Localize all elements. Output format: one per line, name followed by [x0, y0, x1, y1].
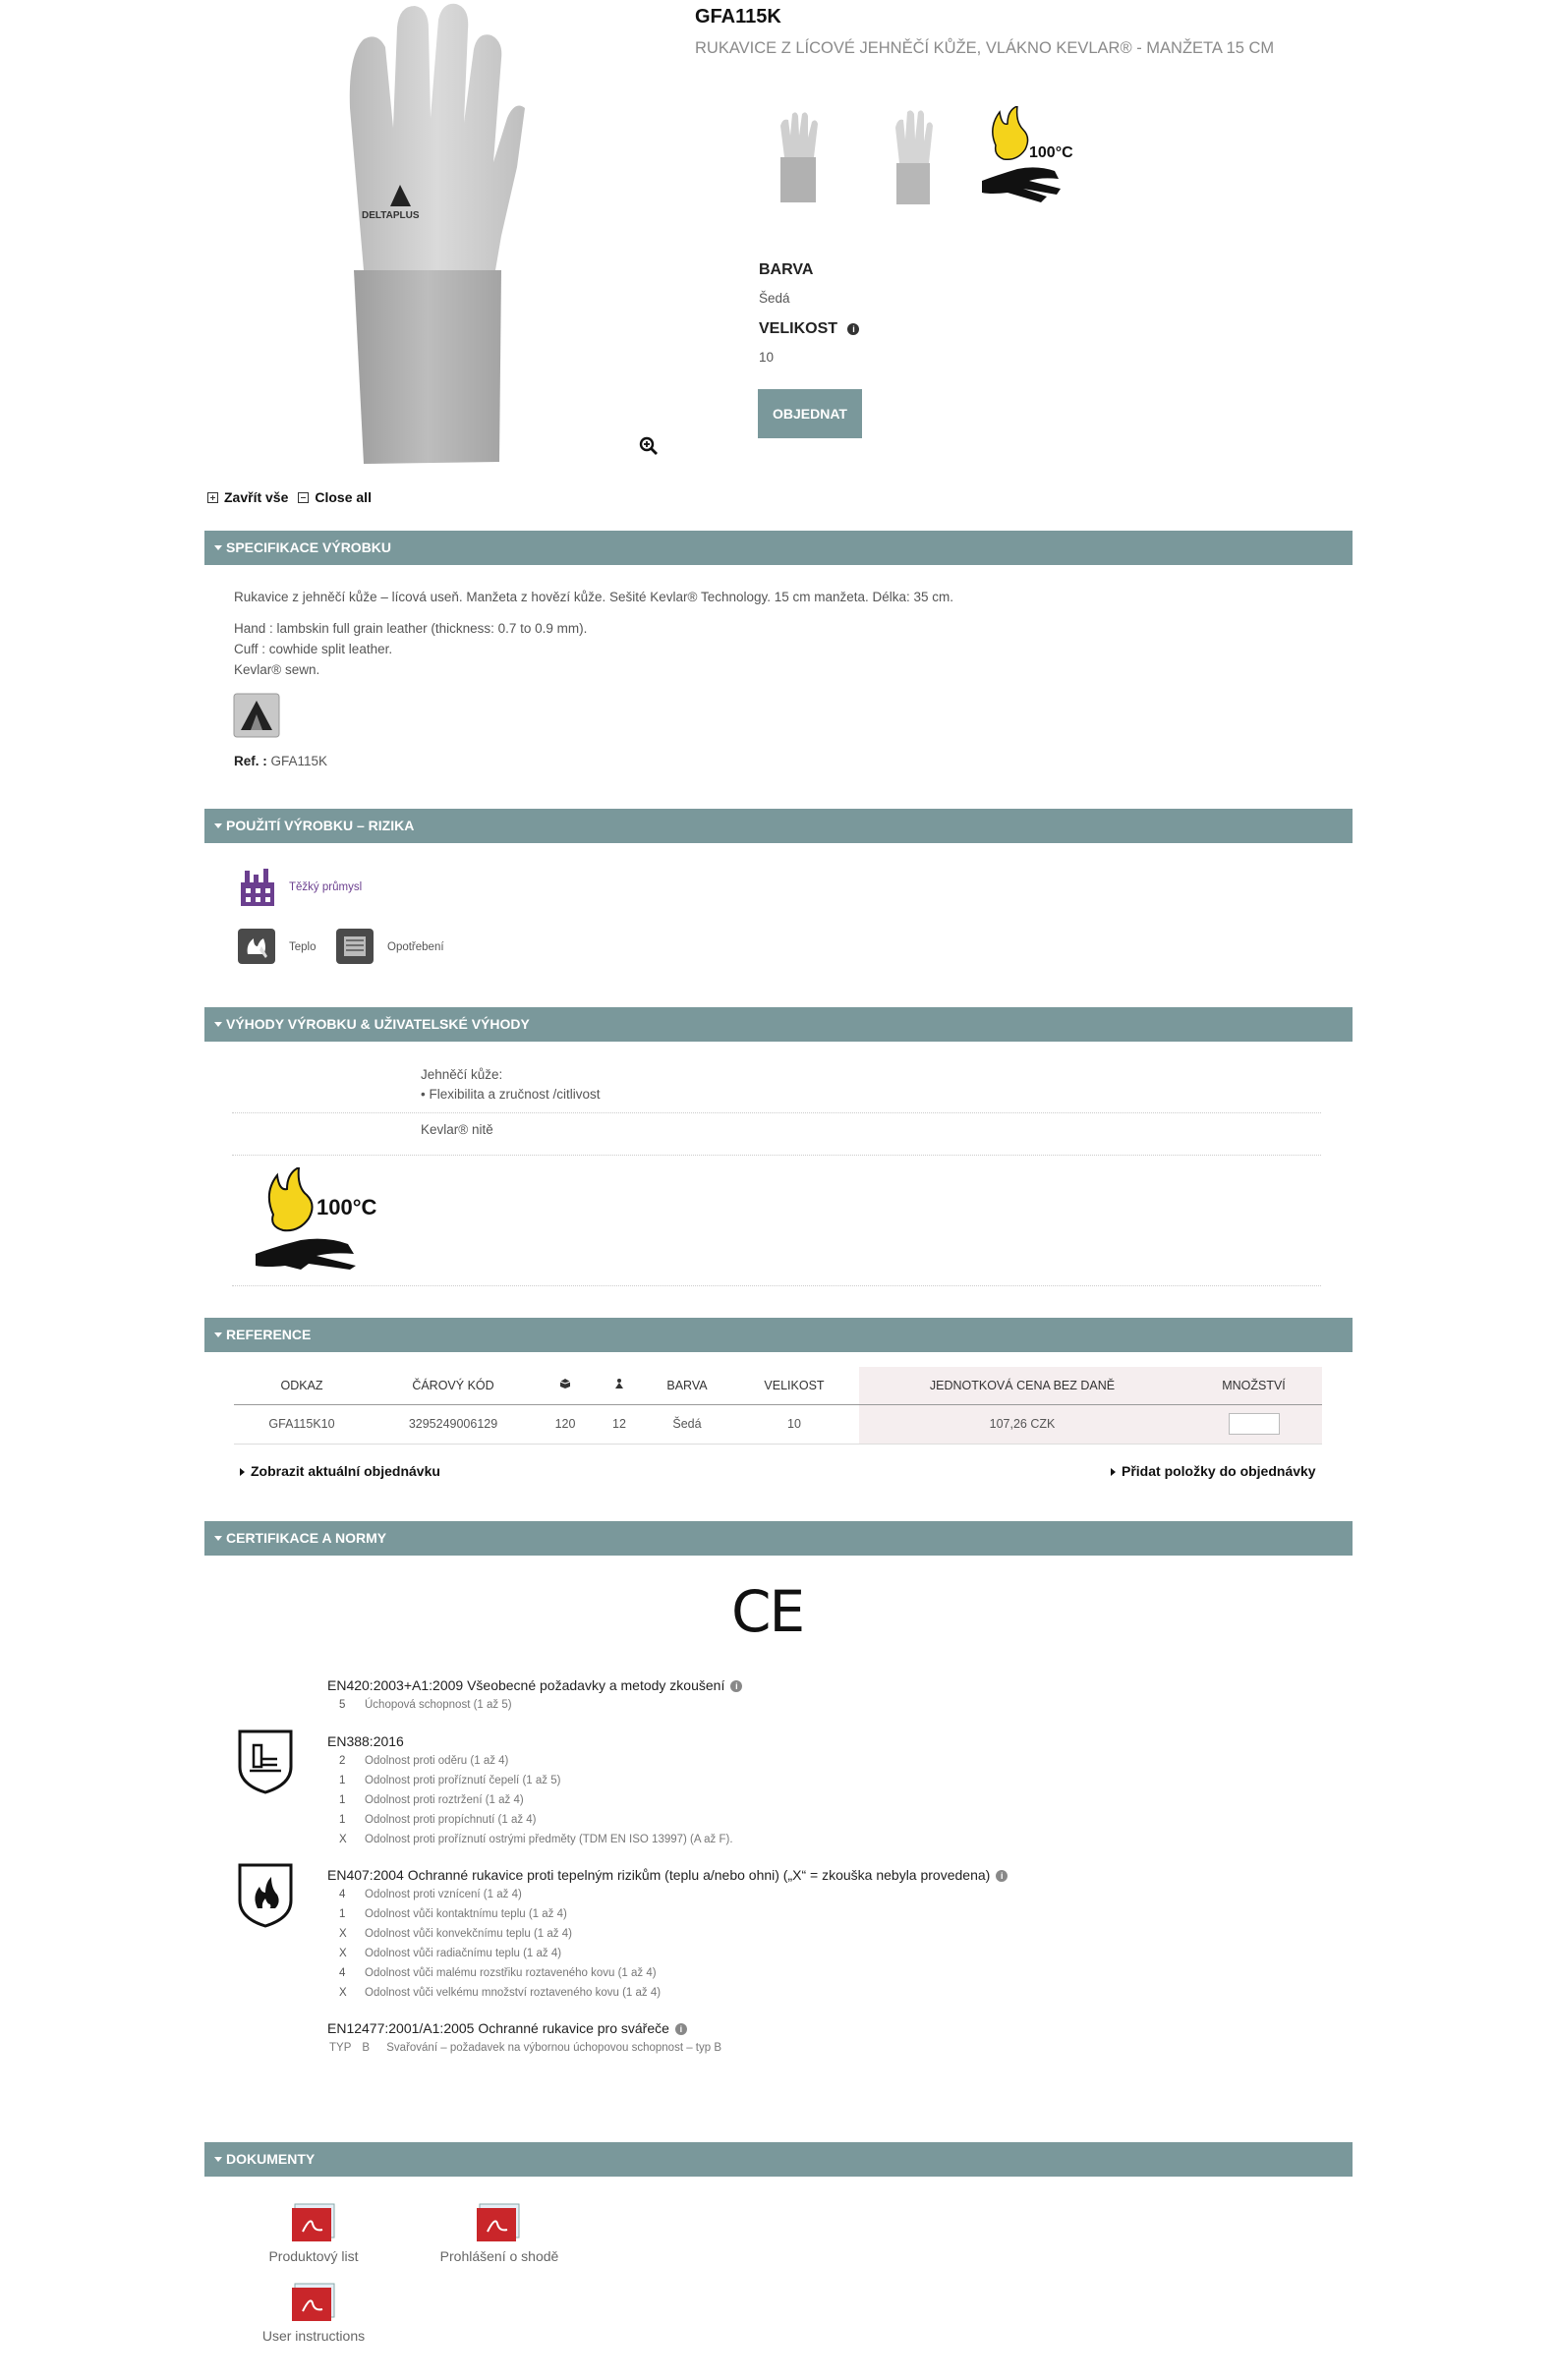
perf-row	[339, 1908, 567, 1920]
benefit-divider	[232, 1285, 1321, 1286]
norm-en420-title	[327, 1677, 742, 1693]
ce-mark: CE	[731, 1578, 804, 1645]
size-info-icon[interactable]: i	[847, 323, 859, 335]
size-label: VELIKOST	[759, 320, 838, 337]
pdf-icon[interactable]	[474, 2202, 525, 2243]
perf-level: X	[339, 1987, 347, 1999]
col-header-ref: ODKAZ	[234, 1367, 370, 1404]
perf-row	[339, 1755, 508, 1767]
section-bar-reference[interactable]: REFERENCE	[204, 1318, 1353, 1352]
perf-desc: Odolnost vůči velkému množství roztaveného kovu (1 až 4)	[365, 1987, 662, 1999]
info-icon[interactable]: i	[996, 1870, 1008, 1882]
spec-line-2: Hand : lambskin full grain leather (thickness: 0.7 to 0.9 mm).	[234, 621, 588, 636]
perf-level: 2	[339, 1755, 346, 1767]
perf-desc: Odolnost proti propíchnutí (1 až 4)	[365, 1814, 537, 1826]
table-header-row	[234, 1367, 1322, 1404]
col-header-qty: MNOŽSTVÍ	[1185, 1367, 1322, 1404]
quantity-input[interactable]	[1229, 1413, 1280, 1435]
brand-logo-icon	[233, 693, 280, 738]
size-value: 10	[759, 350, 775, 365]
table-row	[234, 1404, 1322, 1444]
cell-qty	[1185, 1404, 1322, 1444]
perf-desc: Úchopová schopnost (1 až 5)	[365, 1699, 512, 1711]
perf-row	[339, 1794, 524, 1806]
info-icon[interactable]: i	[730, 1680, 742, 1692]
close-all-label: Close all	[315, 489, 372, 505]
thumbnail-temp-text: 100°C	[1029, 144, 1073, 161]
factory-icon	[238, 867, 277, 908]
usage-industry-label: Těžký průmysl	[289, 881, 363, 893]
open-all-toggle[interactable]	[207, 489, 288, 505]
benefit-kevlar: Kevlar® nitě	[421, 1122, 493, 1137]
norm-en407-label: EN407:2004 Ochranné rukavice proti tepelným rizikům (teplu a/nebo ohni) („X“ = zkouška nebyla provedena)	[327, 1867, 991, 1883]
perf-level: 4	[339, 1889, 346, 1900]
benefit-lamb-title: Jehněčí kůže:	[421, 1067, 503, 1082]
section-bar-benefits[interactable]: VÝHODY VÝROBKU & UŽIVATELSKÉ VÝHODY	[204, 1007, 1353, 1042]
section-bar-certs[interactable]: CERTIFIKACE A NORMY	[204, 1521, 1353, 1556]
wear-risk-icon	[336, 929, 374, 964]
view-order-link[interactable]: Zobrazit aktuální objednávku	[240, 1463, 440, 1479]
norm-en12477-label: EN12477:2001/A1:2005 Ochranné rukavice pro svářeče	[327, 2020, 669, 2036]
cell-price: 107,26 CZK	[859, 1404, 1185, 1444]
type-value: B	[362, 2042, 371, 2054]
spec-line-4: Kevlar® sewn.	[234, 662, 320, 677]
perf-row	[339, 1775, 560, 1786]
zoom-icon[interactable]	[637, 434, 661, 458]
perf-level: 4	[339, 1967, 346, 1979]
perf-row	[339, 1699, 512, 1711]
ref-value: GFA115K	[270, 754, 328, 768]
col-header-barcode: ČÁROVÝ KÓD	[370, 1367, 537, 1404]
en407-flame-pictogram-icon	[236, 1861, 295, 1928]
perf-desc: Odolnost vůči radiačnímu teplu (1 až 4)	[365, 1948, 562, 1959]
perf-row	[339, 1834, 733, 1845]
cell-size: 10	[729, 1404, 859, 1444]
product-main-image[interactable]	[334, 0, 526, 472]
plus-box-icon	[207, 492, 218, 503]
col-header-price: JEDNOTKOVÁ CENA BEZ DANĚ	[859, 1367, 1185, 1404]
perf-row	[329, 2042, 721, 2054]
cell-pack-qty: 12	[594, 1404, 645, 1444]
perf-level: X	[339, 1948, 347, 1959]
spec-ref	[234, 754, 327, 768]
close-all-toggle[interactable]	[298, 489, 372, 505]
usage-wear-label: Opotřebení	[387, 941, 444, 953]
open-all-label: Zavřít vše	[224, 489, 289, 505]
size-label-row	[759, 320, 859, 338]
col-header-size: VELIKOST	[729, 1367, 859, 1404]
toggle-controls	[207, 489, 374, 505]
norm-en407-title	[327, 1867, 1008, 1883]
col-header-pack-icon	[594, 1367, 645, 1404]
perf-level: 1	[339, 1908, 346, 1920]
perf-row	[339, 1928, 572, 1940]
spec-line-1: Rukavice z jehněčí kůže – lícová useň. Manžeta z hovězí kůže. Sešité Kevlar® Technology. 15 cm manžeta. Délka: 35 cm.	[234, 590, 954, 604]
type-desc: Svařování – požadavek na výbornou úchopovou schopnost – typ B	[386, 2042, 722, 2054]
minus-box-icon	[298, 492, 309, 503]
perf-desc: Odolnost vůči malému rozstřiku roztaveného kovu (1 až 4)	[365, 1967, 657, 1979]
section-bar-spec[interactable]: SPECIFIKACE VÝROBKU	[204, 531, 1353, 565]
product-logo-text: DELTAPLUS	[362, 210, 420, 221]
col-header-color: BARVA	[645, 1367, 729, 1404]
order-button[interactable]: OBJEDNAT	[758, 389, 862, 438]
perf-row	[339, 1987, 661, 1999]
reference-table	[234, 1367, 1322, 1445]
thumbnail-glove-2[interactable]	[870, 106, 958, 214]
pdf-icon[interactable]	[289, 2202, 340, 2243]
en388-pictogram-icon	[236, 1728, 295, 1794]
benefit-lamb-item: • Flexibilita a zručnost /citlivost	[421, 1087, 601, 1102]
benefit-divider	[232, 1112, 1321, 1113]
heat-100c-icon	[252, 1167, 379, 1270]
perf-level: X	[339, 1928, 347, 1940]
perf-desc: Odolnost vůči konvekčnímu teplu (1 až 4)	[365, 1928, 572, 1940]
add-to-order-link[interactable]: Přidat položky do objednávky	[1111, 1463, 1316, 1479]
perf-desc: Odolnost proti vznícení (1 až 4)	[365, 1889, 522, 1900]
spec-line-3: Cuff : cowhide split leather.	[234, 642, 393, 656]
benefit-temp-text: 100°C	[317, 1195, 377, 1219]
heat-risk-icon	[238, 929, 275, 964]
perf-level: 1	[339, 1775, 346, 1786]
norm-en420-label: EN420:2003+A1:2009 Všeobecné požadavky a metody zkoušení	[327, 1677, 725, 1693]
cell-color: Šedá	[645, 1404, 729, 1444]
perf-level: 5	[339, 1699, 346, 1711]
perf-level: X	[339, 1834, 347, 1845]
cell-ref: GFA115K10	[234, 1404, 370, 1444]
perf-level: 1	[339, 1814, 346, 1826]
perf-desc: Odolnost proti proříznutí čepelí (1 až 5)	[365, 1775, 561, 1786]
perf-row	[339, 1814, 537, 1826]
norm-en12477-title	[327, 2020, 687, 2036]
color-label: BARVA	[759, 261, 814, 278]
type-label: TYP	[329, 2042, 352, 2054]
usage-heat-label: Teplo	[289, 941, 317, 953]
thumbnail-glove-1[interactable]	[757, 106, 845, 214]
doc-conformity-link[interactable]: Prohlášení o shodě	[439, 2248, 559, 2264]
cell-barcode: 3295249006129	[370, 1404, 537, 1444]
section-bar-docs[interactable]: DOKUMENTY	[204, 2142, 1353, 2177]
product-code: GFA115K	[695, 6, 781, 28]
cell-box-qty: 120	[537, 1404, 594, 1444]
norm-en388-title: EN388:2016	[327, 1733, 404, 1749]
info-icon[interactable]: i	[675, 2023, 687, 2035]
perf-desc: Odolnost proti proříznutí ostrými předměty (TDM EN ISO 13997) (A až F).	[365, 1834, 733, 1845]
col-header-box-icon	[537, 1367, 594, 1404]
product-subtitle: RUKAVICE Z LÍCOVÉ JEHNĚČÍ KŮŽE, VLÁKNO KEVLAR® - MANŽETA 15 CM	[695, 39, 1275, 57]
perf-desc: Odolnost proti oděru (1 až 4)	[365, 1755, 509, 1767]
perf-row	[339, 1889, 522, 1900]
perf-desc: Odolnost vůči kontaktnímu teplu (1 až 4)	[365, 1908, 567, 1920]
section-bar-usage[interactable]: POUŽITÍ VÝROBKU – RIZIKA	[204, 809, 1353, 843]
perf-level: 1	[339, 1794, 346, 1806]
perf-row	[339, 1948, 561, 1959]
pdf-icon[interactable]	[289, 2282, 340, 2323]
perf-desc: Odolnost proti roztržení (1 až 4)	[365, 1794, 524, 1806]
heat-badge-thumbnail[interactable]	[978, 106, 1073, 214]
doc-product-sheet-link[interactable]: Produktový list	[268, 2248, 359, 2264]
doc-user-instructions-link[interactable]: User instructions	[261, 2328, 366, 2344]
ref-label: Ref. :	[234, 754, 267, 768]
benefit-divider	[232, 1155, 1321, 1156]
color-value: Šedá	[759, 291, 790, 306]
perf-row	[339, 1967, 657, 1979]
